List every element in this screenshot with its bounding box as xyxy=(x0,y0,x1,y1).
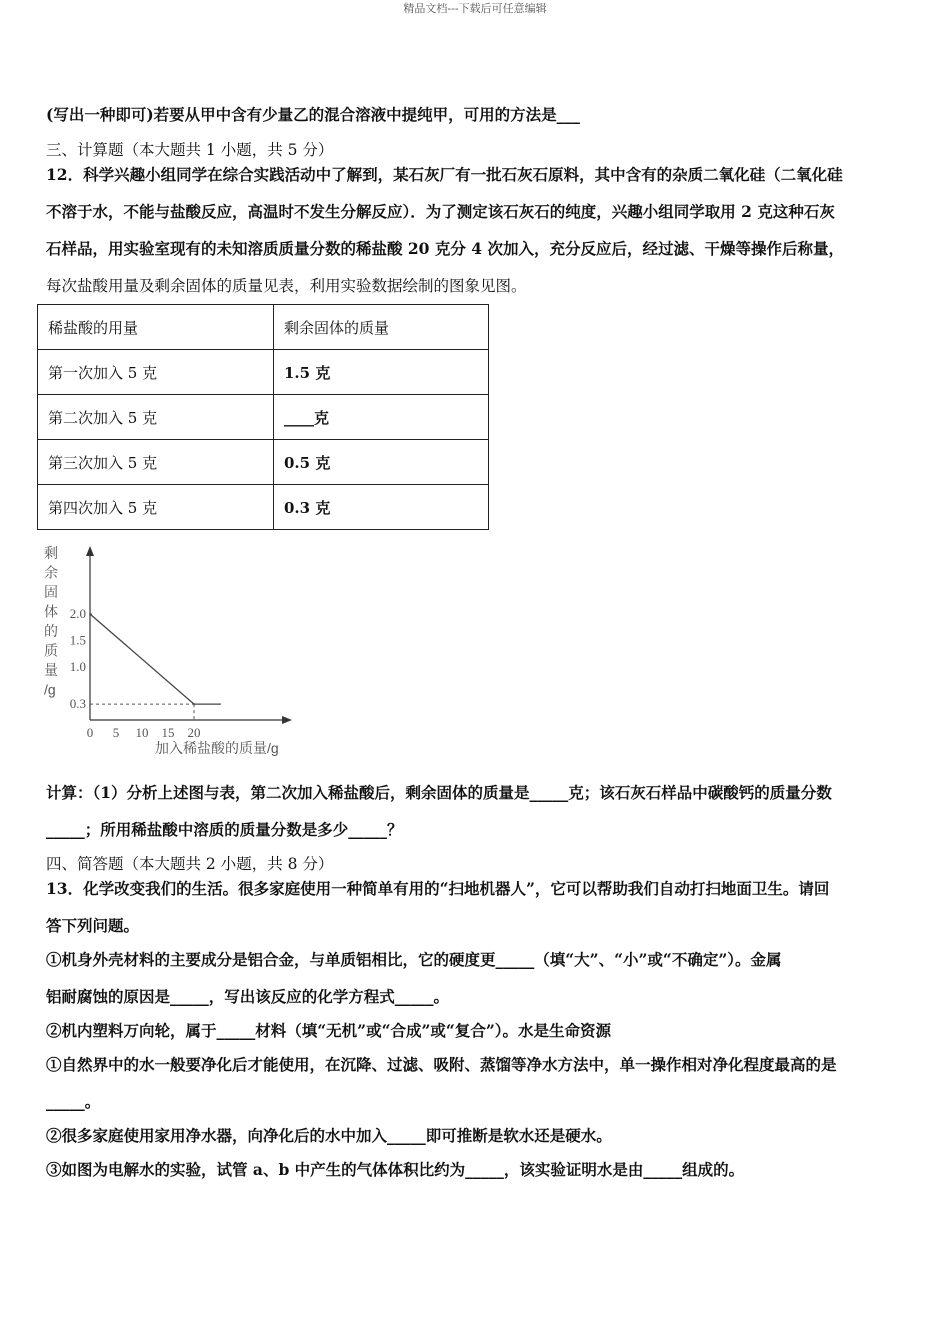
table-header-cell: 稀盐酸的用量 xyxy=(38,305,274,350)
table-row xyxy=(38,440,489,485)
x-axis-arrow xyxy=(282,716,292,724)
question-12-line-1: 12．科学兴趣小组同学在综合实践活动中了解到，某石灰厂有一批石灰石原料，其中含有的杂质二氧化硅（二氧化硅 xyxy=(46,165,843,184)
question-12-line-2: 不溶于水，不能与盐酸反应，高温时不发生分解反应）．为了测定该石灰石的纯度，兴趣小组同学取用 2 克这种石灰 xyxy=(46,202,835,221)
data-point xyxy=(219,703,221,705)
y-axis-label xyxy=(44,545,58,698)
y-axis-label-char: 量 xyxy=(44,662,58,678)
question-13-line-6: ①自然界中的水一般要净化后才能使用，在沉降、过滤、吸附、蒸馏等净水方法中，单一操作相对净化程度最高的是 xyxy=(46,1055,837,1074)
table-header-row xyxy=(38,305,489,350)
data-point xyxy=(193,703,195,705)
calc-line-2: _____；所用稀盐酸中溶质的质量分数是多少_____？ xyxy=(46,820,403,839)
table-cell: 第二次加入 5 克 xyxy=(38,395,274,440)
x-tick-label: 5 xyxy=(112,725,120,740)
table-row xyxy=(38,350,489,395)
x-tick-label: 15 xyxy=(161,725,175,740)
question-13-line-7: _____。 xyxy=(46,1092,101,1111)
x-tick-label: 10 xyxy=(135,725,149,740)
line-chart xyxy=(40,542,300,757)
table-cell: 第三次加入 5 克 xyxy=(38,440,274,485)
table-cell: 1.5 克 xyxy=(274,350,489,395)
question-13-line-4: 铝耐腐蚀的原因是_____，写出该反应的化学方程式_____。 xyxy=(46,987,450,1006)
y-axis-label-char: 剩 xyxy=(44,545,58,561)
question-13-line-9: ③如图为电解水的实验，试管 a、b 中产生的气体体积比约为_____，该实验证明水是由_____组成的。 xyxy=(46,1160,745,1179)
data-point xyxy=(89,613,91,615)
table-cell: 第四次加入 5 克 xyxy=(38,485,274,530)
question-12-line-3: 石样品，用实验室现有的未知溶质质量分数的稀盐酸 20 克分 4 次加入，充分反应后，经过滤、干燥等操作后称量， xyxy=(46,239,844,258)
question-13-line-1: 13．化学改变我们的生活。很多家庭使用一种简单有用的“扫地机器人”，它可以帮助我们自动打扫地面卫生。请回 xyxy=(46,879,830,898)
question-11-tail: (写出一种即可)若要从甲中含有少量乙的混合溶液中提纯甲，可用的方法是___ xyxy=(46,105,580,124)
y-tick-label: 1.0 xyxy=(69,659,86,674)
y-axis-label-char: 质 xyxy=(44,642,58,659)
data-table xyxy=(37,304,489,530)
table-row xyxy=(38,485,489,530)
section-4-heading: 四、简答题（本大题共 2 小题，共 8 分） xyxy=(46,855,334,873)
x-tick-label: 20 xyxy=(187,725,201,740)
series-line xyxy=(90,614,220,704)
y-axis-label-char: 固 xyxy=(44,584,58,600)
y-axis-label-char: /g xyxy=(44,681,56,698)
y-axis-label-char: 余 xyxy=(44,564,58,581)
x-tick-label: 0 xyxy=(86,725,94,740)
table-cell: 0.5 克 xyxy=(274,440,489,485)
question-13-line-3: ①机身外壳材料的主要成分是铝合金，与单质铝相比，它的硬度更_____（填“大”、“小”或“不确定”）。金属 xyxy=(46,950,782,969)
y-tick-label: 1.5 xyxy=(69,632,86,648)
y-axis-arrow xyxy=(86,546,94,556)
page-header: 精品文档---下载后可任意编辑 xyxy=(403,2,547,15)
y-tick-label: 2.0 xyxy=(69,606,86,621)
question-13-line-2: 答下列问题。 xyxy=(46,916,140,935)
y-axis-label-char: 体 xyxy=(44,603,58,620)
section-3-heading: 三、计算题（本大题共 1 小题，共 5 分） xyxy=(46,141,334,159)
question-13-line-8: ②很多家庭使用家用净水器，向净化后的水中加入_____即可推断是软水还是硬水。 xyxy=(46,1126,612,1145)
x-axis-label: 加入稀盐酸的质量/g xyxy=(155,740,279,756)
y-tick-label: 0.3 xyxy=(69,696,86,712)
question-12-line-4: 每次盐酸用量及剩余固体的质量见表，利用实验数据绘制的图象见图。 xyxy=(46,277,527,295)
table-cell: ____克 xyxy=(274,395,489,440)
table-header-cell: 剩余固体的质量 xyxy=(274,305,489,350)
table-row xyxy=(38,395,489,440)
table-cell: 0.3 克 xyxy=(274,485,489,530)
table-cell: 第一次加入 5 克 xyxy=(38,350,274,395)
calc-line-1: 计算：（1）分析上述图与表，第二次加入稀盐酸后，剩余固体的质量是_____克；该石灰石样品中碳酸钙的质量分数 xyxy=(46,783,832,802)
question-13-line-5: ②机内塑料万向轮，属于_____材料（填“无机”或“合成”或“复合”）。水是生命资源 xyxy=(46,1021,611,1040)
y-axis-label-char: 的 xyxy=(44,623,58,639)
